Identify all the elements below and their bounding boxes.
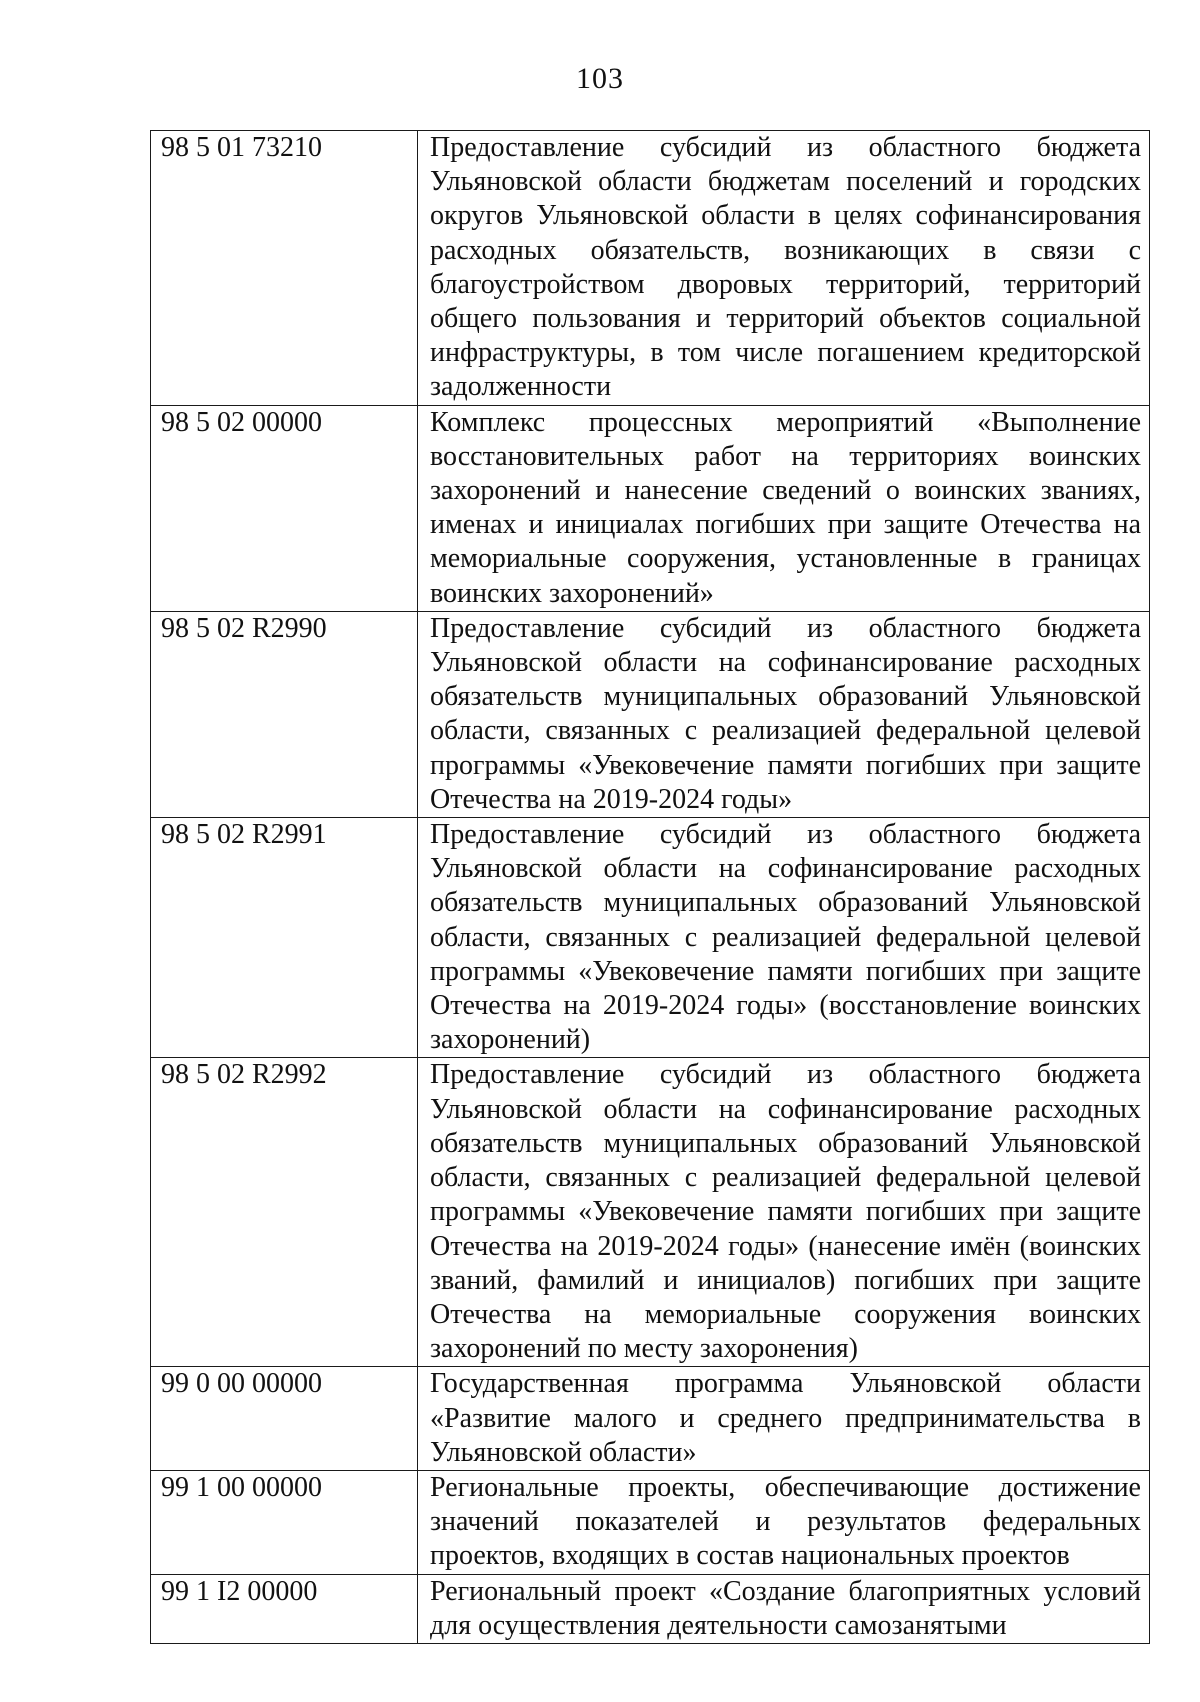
table-row — [151, 131, 1150, 406]
description-cell: Предоставление субсидий из областного бюджета Ульяновской области на софинансирование расходных обязательств муниципальных образований Ульяновской области, связанных с реализацией федеральной целевой программы «Увековечение памяти погибших при защите Отечества на 2019-2024 годы» (восстановление воинских захоронений) — [418, 818, 1150, 1058]
description-cell: Региональные проекты, обеспечивающие достижение значений показателей и результатов федеральных проектов, входящих в состав национальных проектов — [418, 1470, 1150, 1574]
table-row — [151, 405, 1150, 611]
description-cell: Государственная программа Ульяновской области «Развитие малого и среднего предпринимательства в Ульяновской области» — [418, 1367, 1150, 1471]
code-cell: 99 0 00 00000 — [151, 1367, 418, 1471]
description-cell: Комплекс процессных мероприятий «Выполнение восстановительных работ на территориях воинских захоронений и нанесение сведений о воинских званиях, именах и инициалах погибших при защите Отечества на мемориальные сооружения, установленные в границах воинских захоронений» — [418, 405, 1150, 611]
table-row — [151, 1367, 1150, 1471]
table-row — [151, 611, 1150, 817]
description-cell: Предоставление субсидий из областного бюджета Ульяновской области бюджетам поселений и городских округов Ульяновской области в целях софинансирования расходных обязательств, возникающих в связи с благоустройством дворовых территорий, территорий общего пользования и территорий объектов социальной инфраструктуры, в том числе погашением кредиторской задолженности — [418, 131, 1150, 406]
code-cell: 98 5 01 73210 — [151, 131, 418, 406]
description-cell: Предоставление субсидий из областного бюджета Ульяновской области на софинансирование расходных обязательств муниципальных образований Ульяновской области, связанных с реализацией федеральной целевой программы «Увековечение памяти погибших при защите Отечества на 2019-2024 годы» (нанесение имён (воинских званий, фамилий и инициалов) погибших при защите Отечества на мемориальные сооружения воинских захоронений по месту захоронения) — [418, 1058, 1150, 1367]
code-cell: 99 1 I2 00000 — [151, 1574, 418, 1643]
table-row — [151, 1058, 1150, 1367]
code-cell: 98 5 02 R2992 — [151, 1058, 418, 1367]
code-cell: 99 1 00 00000 — [151, 1470, 418, 1574]
table-row — [151, 1574, 1150, 1643]
budget-classification-table — [150, 130, 1150, 1644]
table-row — [151, 1470, 1150, 1574]
page-number: 103 — [576, 62, 624, 95]
code-cell: 98 5 02 00000 — [151, 405, 418, 611]
table-row — [151, 818, 1150, 1058]
description-cell: Предоставление субсидий из областного бюджета Ульяновской области на софинансирование расходных обязательств муниципальных образований Ульяновской области, связанных с реализацией федеральной целевой программы «Увековечение памяти погибших при защите Отечества на 2019-2024 годы» — [418, 611, 1150, 817]
description-cell: Региональный проект «Создание благоприятных условий для осуществления деятельности самозанятыми — [418, 1574, 1150, 1643]
code-cell: 98 5 02 R2990 — [151, 611, 418, 817]
code-cell: 98 5 02 R2991 — [151, 818, 418, 1058]
